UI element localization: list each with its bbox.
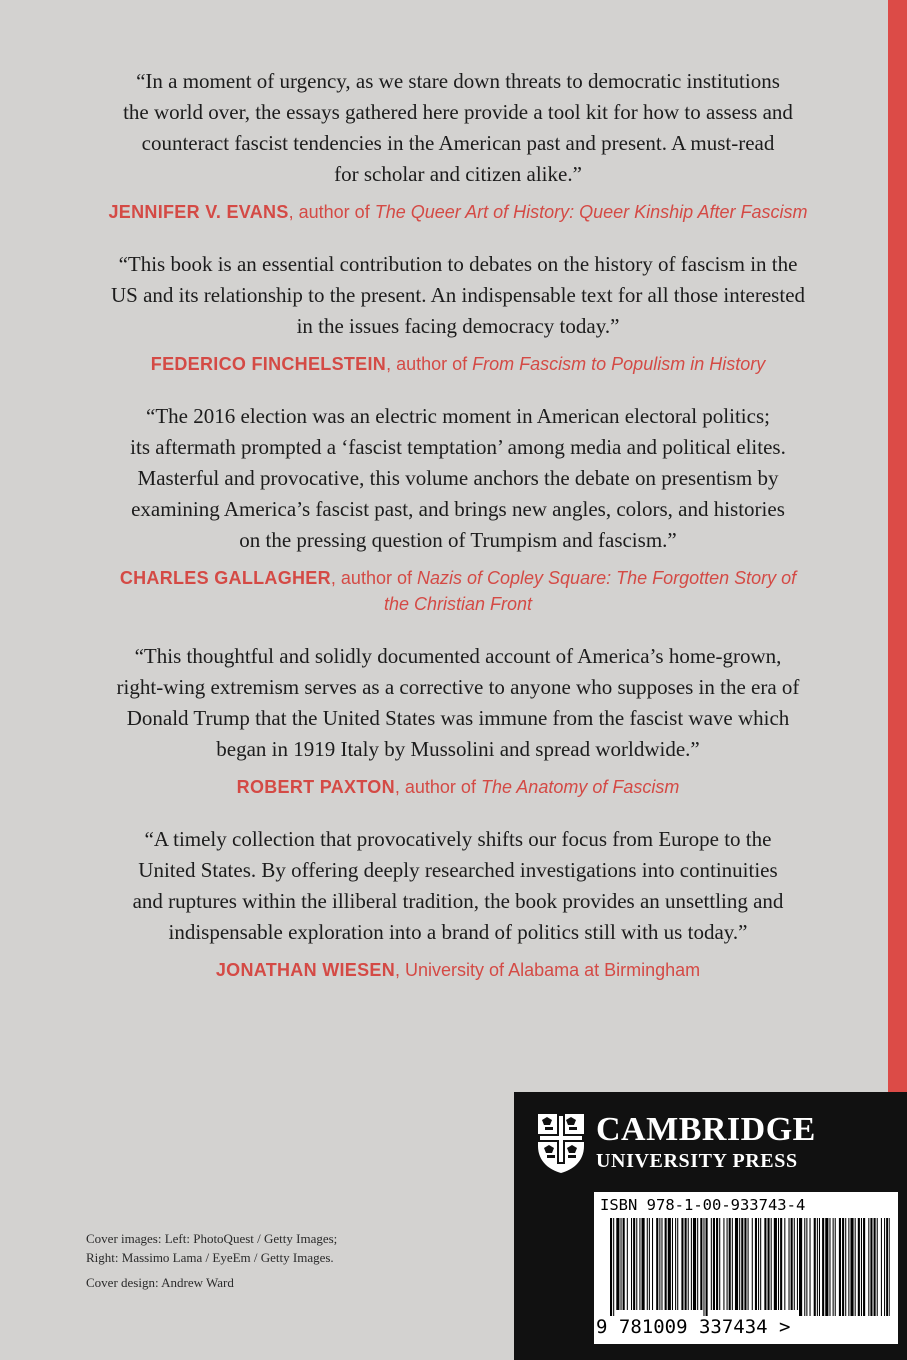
- barcode-bar: [627, 1218, 628, 1310]
- barcode-bar: [877, 1218, 878, 1316]
- cambridge-crest-icon: [536, 1112, 586, 1174]
- endorser-work-title: From Fascism to Populism in History: [472, 354, 766, 374]
- endorser-name: JONATHAN WIESEN: [215, 960, 396, 980]
- barcode-bar: [848, 1218, 849, 1316]
- barcode-bar: [610, 1218, 612, 1316]
- barcode-bar: [688, 1218, 689, 1310]
- barcode-bar: [744, 1218, 746, 1310]
- barcode-bar: [886, 1218, 888, 1316]
- quote-line: in the issues facing democracy today.”: [296, 314, 620, 338]
- barcode-bar: [817, 1218, 818, 1316]
- barcode-bar: [868, 1218, 869, 1316]
- barcode-bar: [639, 1218, 640, 1310]
- barcode-bar: [755, 1218, 757, 1310]
- endorsement-attribution: [78, 351, 838, 377]
- quote-line: its aftermath prompted a ‘fascist temptation’ among media and political elites.: [130, 435, 786, 459]
- quote-line: “This thoughtful and solidly documented account of America’s home-grown,: [134, 644, 782, 668]
- barcode-bar: [822, 1218, 824, 1316]
- barcode-bar: [711, 1218, 712, 1310]
- endorsement: [78, 249, 838, 377]
- endorser-role: , University of Alabama at Birmingham: [395, 960, 701, 980]
- publisher-block: [514, 1092, 907, 1360]
- barcode-bar: [764, 1218, 766, 1310]
- quote-line: began in 1919 Italy by Mussolini and spread worldwide.”: [216, 737, 700, 761]
- barcode-bar: [797, 1218, 798, 1310]
- barcode-bar: [621, 1218, 622, 1310]
- endorsement-attribution: [78, 957, 838, 983]
- endorser-name: ROBERT PAXTON: [236, 777, 395, 797]
- barcode-bar: [839, 1218, 841, 1316]
- quote-line: “In a moment of urgency, as we stare down threats to democratic institutions: [136, 69, 780, 93]
- barcode-bar: [825, 1218, 828, 1316]
- barcode-bar: [819, 1218, 820, 1316]
- credit-images-line2: Right: Massimo Lama / EyeEm / Getty Images.: [86, 1250, 334, 1265]
- barcode-bar: [884, 1218, 885, 1316]
- barcode-bar: [661, 1218, 662, 1310]
- barcode-bar: [748, 1218, 749, 1310]
- barcode-bar: [665, 1218, 667, 1310]
- endorsement: [78, 401, 838, 617]
- publisher-logo: [536, 1112, 816, 1174]
- quote-line: “The 2016 election was an electric moment in American electoral politics;: [146, 404, 770, 428]
- barcode-bar: [681, 1218, 683, 1310]
- endorsements: [78, 66, 838, 1007]
- barcode-bar: [758, 1218, 759, 1310]
- barcode-bar: [778, 1218, 779, 1310]
- endorser-work-title-cont: the Christian Front: [383, 594, 533, 614]
- credit-design: Cover design: Andrew Ward: [86, 1275, 234, 1290]
- endorsement-quote: [78, 249, 838, 342]
- barcode-bar: [652, 1218, 653, 1310]
- barcode-bar: [804, 1218, 805, 1316]
- endorser-role: , author of: [394, 777, 481, 797]
- barcode-bar: [727, 1218, 728, 1310]
- endorsement-attribution: [78, 774, 838, 800]
- barcode-bar: [842, 1218, 844, 1316]
- barcode-bar: [863, 1218, 865, 1316]
- endorsement: [78, 824, 838, 983]
- quote-line: for scholar and citizen alike.”: [334, 162, 582, 186]
- barcode-bar: [780, 1218, 782, 1310]
- endorsement-quote: [78, 641, 838, 765]
- endorsement-quote: [78, 824, 838, 948]
- quote-line: and ruptures within the illiberal tradition, the book provides an unsettling and: [132, 889, 784, 913]
- barcode-bar: [700, 1218, 702, 1310]
- endorsement-quote: [78, 66, 838, 190]
- barcode-bar: [870, 1218, 872, 1316]
- barcode-bar: [806, 1218, 807, 1316]
- quote-line: United States. By offering deeply researched investigations into continuities: [138, 858, 778, 882]
- barcode-bar: [631, 1218, 632, 1310]
- barcode-bar: [685, 1218, 687, 1310]
- barcode-bar: [881, 1218, 882, 1316]
- barcode-bar: [791, 1218, 793, 1310]
- barcode-bar: [789, 1218, 790, 1310]
- barcode-bar: [633, 1218, 635, 1310]
- barcode-bar: [794, 1218, 795, 1310]
- barcode-bar: [774, 1218, 777, 1310]
- barcode-bar: [739, 1218, 740, 1310]
- barcode-bar: [741, 1218, 743, 1310]
- barcode-bar: [656, 1218, 658, 1310]
- spine-stripe: [888, 0, 907, 1092]
- barcode-bar: [616, 1218, 619, 1310]
- barcode-bar: [752, 1218, 753, 1310]
- barcode-bar: [723, 1218, 724, 1310]
- quote-line: counteract fascist tendencies in the American past and present. A must-read: [141, 131, 775, 155]
- quote-line: indispensable exploration into a brand of politics still with us today.”: [168, 920, 748, 944]
- barcode-bar: [814, 1218, 816, 1316]
- barcode-bar: [889, 1218, 890, 1316]
- publisher-name-line2: UNIVERSITY PRESS: [596, 1150, 798, 1172]
- barcode-bar: [668, 1218, 671, 1310]
- quote-line: examining America’s fascist past, and brings new angles, colors, and histories: [131, 497, 785, 521]
- endorser-name: JENNIFER V. EVANS: [108, 202, 289, 222]
- barcode-bar: [677, 1218, 678, 1310]
- publisher-name-line1: CAMBRIDGE: [596, 1111, 816, 1148]
- endorser-role: , author of: [386, 354, 473, 374]
- barcode-bar: [729, 1218, 731, 1310]
- barcode-bar: [810, 1218, 811, 1316]
- barcode-bar: [861, 1218, 862, 1316]
- barcode-bar: [693, 1218, 696, 1310]
- isbn-label: ISBN 978-1-00-933743-4: [600, 1196, 806, 1214]
- barcode-bar: [835, 1218, 836, 1316]
- barcode-bar: [760, 1218, 761, 1310]
- barcode-bar: [735, 1218, 738, 1310]
- barcode-bar: [855, 1218, 856, 1316]
- cover-credits: [86, 1229, 446, 1292]
- barcode-bar: [784, 1218, 785, 1310]
- barcode-bar: [659, 1218, 660, 1310]
- barcode-bar: [623, 1218, 625, 1310]
- barcode-bar: [675, 1218, 676, 1310]
- barcode-bar: [799, 1218, 802, 1316]
- endorser-role: , author of: [288, 202, 375, 222]
- barcode-bar: [697, 1218, 698, 1310]
- barcode-bar: [850, 1218, 853, 1316]
- barcode-bar: [647, 1218, 648, 1310]
- barcode-bar: [719, 1218, 720, 1310]
- barcode-bar: [829, 1218, 830, 1316]
- barcode-bar: [703, 1218, 704, 1316]
- barcode-bar: [713, 1218, 715, 1310]
- quote-line: US and its relationship to the present. An indispensable text for all those interested: [110, 283, 806, 307]
- barcode-bar: [768, 1218, 770, 1310]
- barcode-bar: [642, 1218, 645, 1310]
- barcode-bar: [649, 1218, 650, 1310]
- endorser-name: CHARLES GALLAGHER: [119, 568, 331, 588]
- endorsement: [78, 641, 838, 800]
- endorser-work-title: The Anatomy of Fascism: [480, 777, 680, 797]
- credit-images-line1: Cover images: Left: PhotoQuest / Getty Images;: [86, 1231, 338, 1246]
- quote-line: Donald Trump that the United States was immune from the fascist wave which: [126, 706, 790, 730]
- barcode-bar: [874, 1218, 876, 1316]
- barcode-bar: [858, 1218, 860, 1316]
- endorser-role: , author of: [330, 568, 417, 588]
- endorsement-attribution: [78, 565, 838, 617]
- quote-line: Masterful and provocative, this volume anchors the debate on presentism by: [137, 466, 779, 490]
- quote-line: “A timely collection that provocatively shifts our focus from Europe to the: [144, 827, 772, 851]
- endorser-work-title: The Queer Art of History: Queer Kinship After Fascism: [374, 202, 808, 222]
- barcode-bar: [672, 1218, 673, 1310]
- quote-line: the world over, the essays gathered here provide a tool kit for how to assess and: [123, 100, 793, 124]
- barcode-bar: [732, 1218, 733, 1310]
- endorsement-attribution: [78, 199, 838, 225]
- endorsement: [78, 66, 838, 225]
- barcode-bar: [716, 1218, 718, 1310]
- barcode-bar: [636, 1218, 637, 1310]
- quote-line: “This book is an essential contribution to debates on the history of fascism in the: [118, 252, 798, 276]
- barcode-bar: [845, 1218, 846, 1316]
- barcode-bars: [610, 1218, 890, 1316]
- endorser-name: FEDERICO FINCHELSTEIN: [150, 354, 387, 374]
- endorser-work-title: Nazis of Copley Square: The Forgotten Story of: [416, 568, 797, 588]
- endorsement-quote: [78, 401, 838, 556]
- barcode-digits: 9 781009 337434 >: [596, 1316, 791, 1338]
- quote-line: on the pressing question of Trumpism and fascism.”: [239, 528, 677, 552]
- barcode-bar: [833, 1218, 834, 1316]
- barcode-bar: [771, 1218, 772, 1310]
- barcode-bar: [613, 1218, 614, 1316]
- quote-line: right-wing extremism serves as a corrective to anyone who supposes in the era of: [116, 675, 800, 699]
- barcode-bar: [706, 1218, 708, 1316]
- isbn-barcode: [594, 1192, 898, 1344]
- barcode-bar: [691, 1218, 692, 1310]
